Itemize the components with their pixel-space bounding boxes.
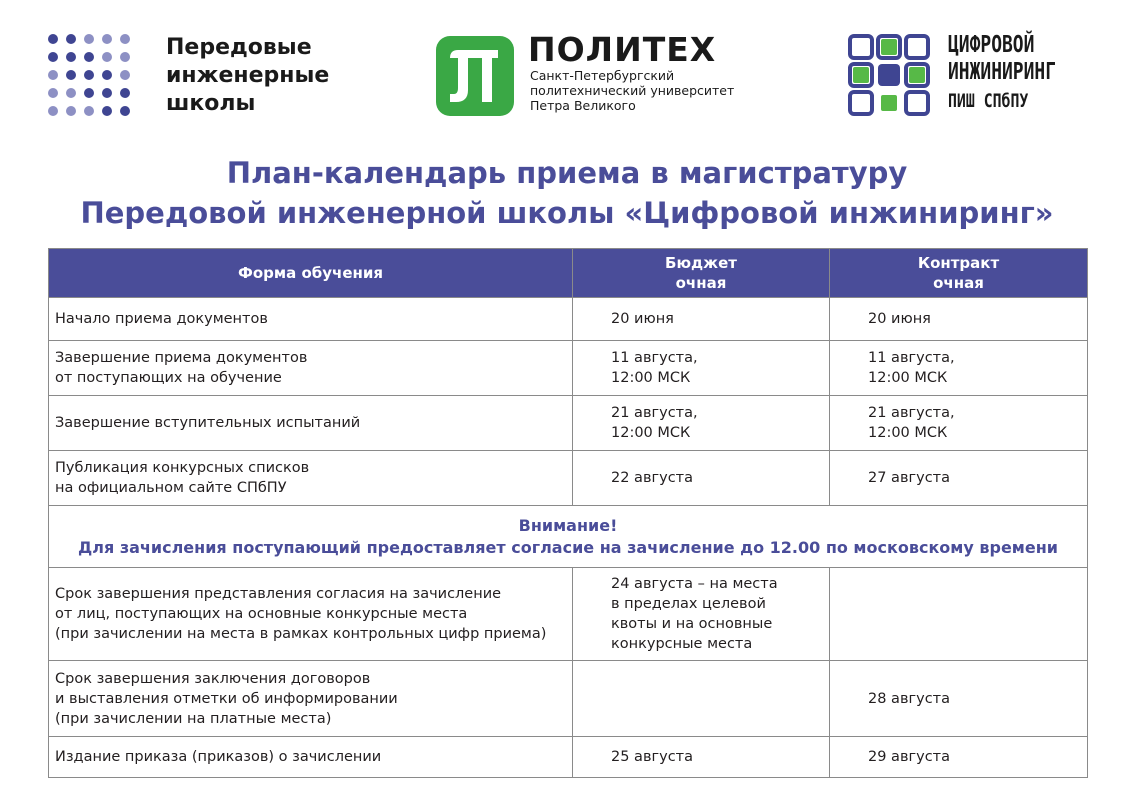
row-budget-line: 20 июня	[611, 311, 674, 327]
row-contract-line: 11 августа,	[868, 350, 955, 366]
row-label-line: Публикация конкурсных списков	[55, 460, 310, 476]
row-contract-line: 12:00 МСК	[868, 425, 948, 441]
row-budget	[573, 341, 830, 396]
row-label	[49, 396, 573, 451]
row-budget-line: 22 августа	[611, 470, 693, 486]
admission-schedule-table	[48, 248, 1088, 778]
row-contract-line: 29 августа	[868, 749, 950, 765]
row-budget	[573, 451, 830, 506]
row-contract	[830, 451, 1088, 506]
page-title	[0, 153, 1134, 233]
row-contract	[830, 568, 1088, 661]
row-label-line: Срок завершения представления согласия на зачисление	[55, 586, 502, 602]
grid-squares-icon	[848, 34, 930, 116]
row-contract-line: 21 августа,	[868, 405, 955, 421]
header-contract	[830, 249, 1088, 298]
polytech-subtitle	[530, 68, 734, 113]
row-budget-line: 11 августа,	[611, 350, 698, 366]
row-contract-line: 12:00 МСК	[868, 370, 948, 386]
row-contract	[830, 396, 1088, 451]
notice-cell	[49, 506, 1088, 568]
row-budget-line: 21 августа,	[611, 405, 698, 421]
row-label-line: от лиц, поступающих на основные конкурсные места	[55, 606, 468, 622]
table-row	[49, 568, 1088, 661]
row-budget	[573, 396, 830, 451]
row-label-line: (при зачислении на платные места)	[55, 710, 332, 727]
title-line-1: План-календарь приема в магистратуру	[226, 156, 908, 190]
dots-grid-icon	[48, 34, 130, 118]
row-budget-line: квоты и на основные	[611, 616, 773, 632]
logo3-line: ЦИФРОВОЙ	[948, 32, 1035, 58]
row-contract-line: 27 августа	[868, 470, 950, 486]
row-label-line: (при зачислении на места в рамках контрольных цифр приема)	[55, 626, 547, 642]
row-label-line: Издание приказа (приказов) о зачислении	[55, 749, 382, 765]
table-row	[49, 396, 1088, 451]
row-label	[49, 341, 573, 396]
table-row	[49, 451, 1088, 506]
row-budget	[573, 298, 830, 341]
row-contract	[830, 298, 1088, 341]
logo3-text	[948, 32, 1056, 116]
row-label-line: от поступающих на обучение	[55, 370, 282, 386]
row-budget-line: в пределах целевой	[611, 596, 766, 612]
table-row	[49, 661, 1088, 737]
notice-heading: Внимание!	[518, 515, 618, 535]
logo-polytech	[436, 30, 756, 118]
logo3-line: ИНЖИНИРИНГ	[948, 59, 1057, 85]
row-contract	[830, 737, 1088, 778]
logo1-line: Передовые	[166, 35, 312, 60]
table-row	[49, 737, 1088, 778]
row-label-line: Срок завершения заключения договоров	[55, 670, 371, 687]
title-line-2: Передовой инженерной школы «Цифровой инжиниринг»	[80, 196, 1054, 230]
polytech-pi-icon	[436, 36, 514, 116]
row-label-line: Начало приема документов	[55, 311, 268, 327]
row-contract	[830, 341, 1088, 396]
polytech-title: ПОЛИТЕХ	[528, 30, 717, 69]
row-budget	[573, 661, 830, 737]
notice-text: Для зачисления поступающий предоставляет согласие на зачисление до 12.00 по московскому времени	[78, 537, 1058, 557]
row-budget-line: 24 августа – на места	[611, 576, 778, 592]
polytech-subtitle-line: политехнический университет	[530, 83, 735, 98]
row-label	[49, 451, 573, 506]
logo-digital-engineering	[848, 34, 1098, 118]
header-budget-line: очная	[675, 274, 727, 292]
row-label-line: Завершение приема документов	[55, 350, 308, 366]
table-row	[49, 341, 1088, 396]
row-contract-line: 20 июня	[868, 311, 931, 327]
row-budget-line: 25 августа	[611, 749, 693, 765]
row-contract-line: 28 августа	[868, 690, 950, 707]
header-form-of-study: Форма обучения	[49, 249, 573, 298]
row-label	[49, 568, 573, 661]
logo-advanced-engineering-schools	[48, 34, 348, 118]
polytech-subtitle-line: Петра Великого	[530, 98, 636, 113]
row-label	[49, 661, 573, 737]
header-budget-line: Бюджет	[665, 254, 737, 272]
logo3-sub: ПИШ СПбПУ	[948, 90, 1029, 112]
table-row	[49, 298, 1088, 341]
row-budget-line: 12:00 МСК	[611, 425, 691, 441]
header-budget	[573, 249, 830, 298]
row-label-line: Завершение вступительных испытаний	[55, 415, 361, 431]
table-header-row	[49, 249, 1088, 298]
row-budget	[573, 568, 830, 661]
row-label	[49, 737, 573, 778]
polytech-subtitle-line: Санкт-Петербургский	[530, 68, 675, 83]
row-contract	[830, 661, 1088, 737]
row-budget	[573, 737, 830, 778]
notice-row	[49, 506, 1088, 568]
header-contract-line: Контракт	[917, 254, 1000, 272]
logo1-text	[166, 34, 329, 118]
row-label	[49, 298, 573, 341]
header-contract-line: очная	[933, 274, 984, 292]
logo1-line: инженерные	[166, 63, 330, 88]
row-label-line: и выставления отметки об информировании	[55, 690, 398, 707]
row-budget-line: конкурсные места	[611, 636, 753, 652]
row-budget-line: 12:00 МСК	[611, 370, 691, 386]
logo1-line: школы	[166, 91, 256, 116]
row-label-line: на официальном сайте СПбПУ	[55, 480, 287, 496]
